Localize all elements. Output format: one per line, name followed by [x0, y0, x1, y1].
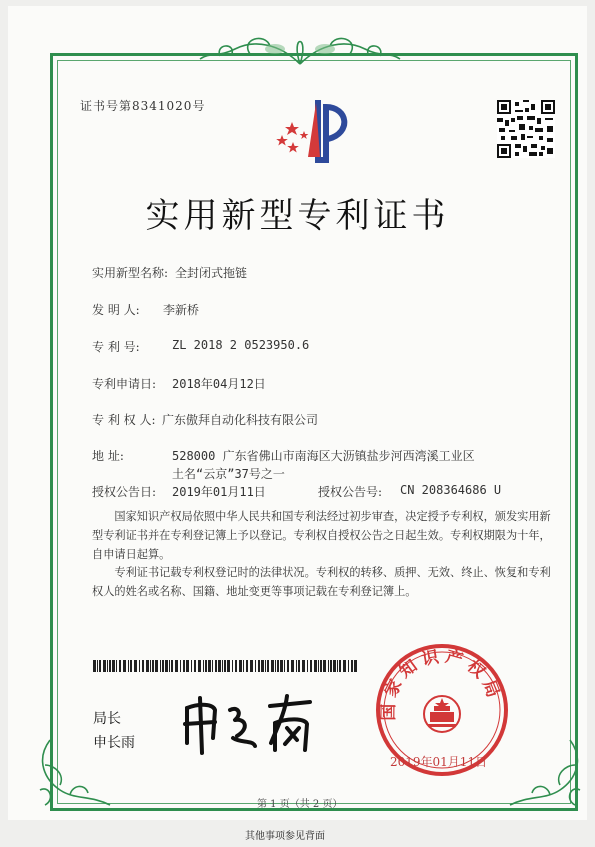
field-label-announcement-no: 授权公告号:	[318, 485, 383, 499]
seal-date: 2019年01月11日	[390, 755, 488, 769]
registration-statement: 专利证书记载专利权登记时的法律状况。专利权的转移、质押、无效、终止、恢复和专利权人的姓名或名称、国籍、地址变更等事项记载在专利登记簿上。	[92, 566, 551, 598]
field-label-address: 地 址:	[92, 449, 124, 463]
corner-ornament-br-icon	[500, 735, 590, 815]
top-ornament-icon	[180, 24, 420, 74]
back-side-note: 其他事项参见背面	[245, 831, 325, 842]
field-value-address-line2: 土名“云京”37号之一	[172, 467, 285, 481]
handwritten-signature-icon	[175, 688, 325, 758]
field-label-patent-no: 专 利 号:	[92, 340, 140, 354]
field-label-patentee: 专 利 权 人:	[92, 413, 156, 427]
grant-statement: 国家知识产权局依照中华人民共和国专利法经过初步审查，决定授予专利权，颁发实用新型专利证书并在专利登记簿上予以登记。专利权自授权公告之日起生效。专利权期限为十年，自申请日起算。	[92, 510, 551, 561]
signature-name: 申长雨	[93, 735, 135, 751]
field-label-inventor: 发 明 人:	[92, 303, 140, 317]
field-value-address: 528000 广东省佛山市南海区大沥镇盐步河西湾溪工业区	[172, 449, 475, 463]
field-value-grant-date: 2019年01月11日	[172, 485, 266, 499]
field-label-filing-date: 专利申请日:	[92, 377, 157, 391]
cnipa-logo-icon	[270, 95, 365, 165]
field-value-patentee: 广东傲拜自动化科技有限公司	[162, 413, 319, 427]
seal-text: 国家知识产权局	[378, 646, 505, 721]
qr-code-icon	[497, 100, 555, 158]
page-indicator: 第 1 页（共 2 页）	[257, 799, 343, 810]
page-title: 实用新型专利证书	[145, 196, 450, 236]
signature-title: 局长	[93, 711, 121, 727]
field-value-name: 全封闭式拖链	[175, 266, 248, 280]
field-value-inventor: 李新桥	[163, 303, 200, 317]
barcode-icon	[93, 660, 358, 672]
field-value-filing-date: 2018年04月12日	[172, 377, 266, 391]
field-label-name: 实用新型名称:	[92, 266, 169, 280]
certificate-number: 证书号第8341020号	[80, 99, 206, 113]
field-label-grant-date: 授权公告日:	[92, 485, 157, 499]
field-value-announcement-no: CN 208364686 U	[400, 483, 502, 497]
field-value-patent-no: ZL 2018 2 0523950.6	[172, 338, 310, 352]
